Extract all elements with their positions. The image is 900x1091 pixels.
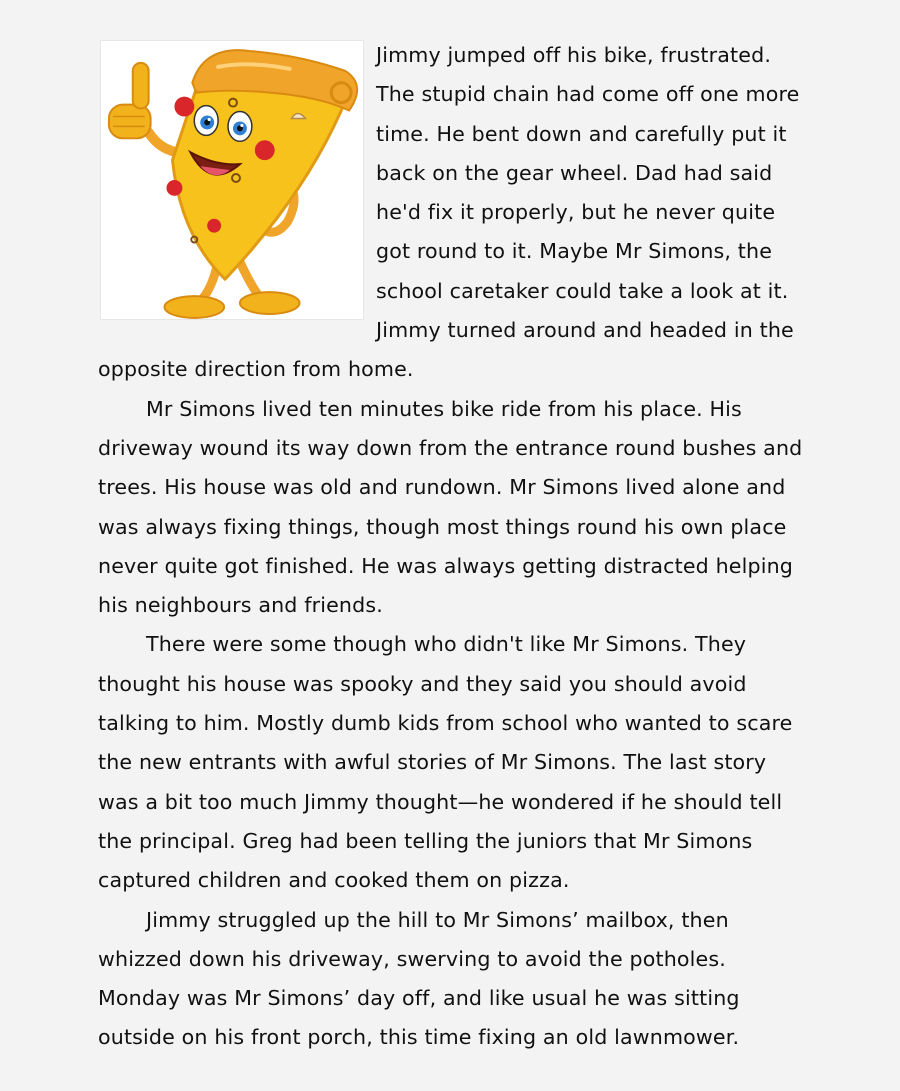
- story-paragraph-3: There were some though who didn't like Mr Simons. They thought his house was spooky and they said you should avoid talking to him. Mostly dumb kids from school who wanted to scare the new entrants with awful stories of Mr Simons. The last story was a bit too much Jimmy thought—he wondered if he should tell the principal. Greg had been telling the juniors that Mr Simons captured children and cooked them on pizza.: [98, 632, 793, 893]
- story-page: [98, 36, 810, 1058]
- pizza-slice-mascot-icon: [101, 41, 363, 319]
- story-paragraph-2: Mr Simons lived ten minutes bike ride from his place. His driveway wound its way down from the entrance round bushes and trees. His house was old and rundown. Mr Simons lived alone and was always fixing things, though most things round his own place never quite got finished. He was always getting distracted helping his neighbours and friends.: [98, 396, 803, 618]
- pizza-mascot-illustration: [100, 40, 364, 320]
- story-paragraph-4: Jimmy struggled up the hill to Mr Simons’ mailbox, then whizzed down his driveway, swerving to avoid the potholes. Monday was Mr Simons’ day off, and like usual he was sitting outside on his front porch, this time fixing an old lawnmower.: [98, 907, 740, 1050]
- story-paragraph-1: Jimmy jumped off his bike, frustrated. The stupid chain had come off one more time. He bent down and carefully put it back on the gear wheel. Dad had said he'd fix it properly, but he never quite got round to it. Maybe Mr Simons, the school caretaker could take a look at it. Jimmy turned around and headed in the opposite direction from home.: [98, 43, 800, 382]
